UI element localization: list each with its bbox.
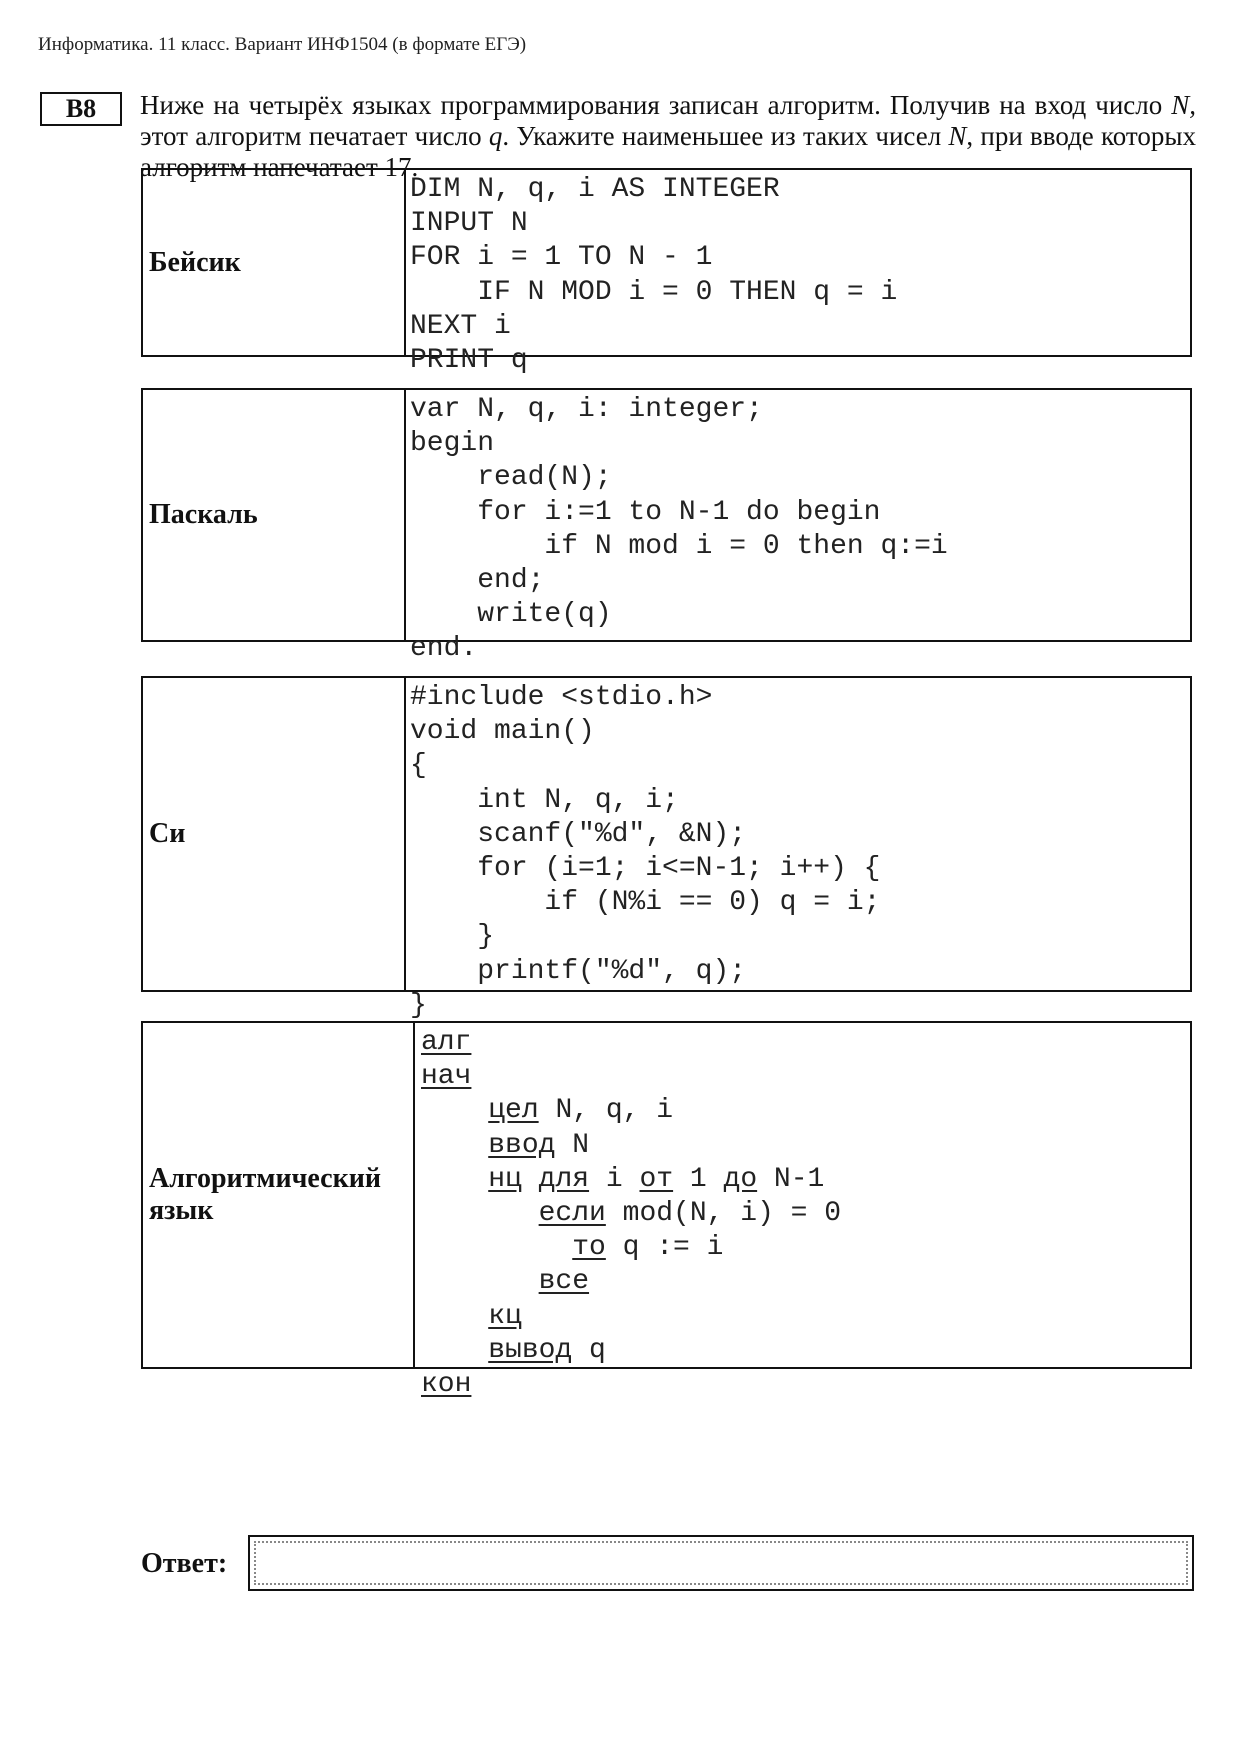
basic-code [406, 170, 1190, 377]
keyword: до [723, 1163, 758, 1195]
code-text: N, q, i [538, 1095, 674, 1127]
code-line: NEXT i [410, 310, 511, 342]
code-line: for (i=1; i<=N-1; i++) { [410, 853, 881, 885]
alg-table [141, 1021, 1192, 1401]
code-line: void main() [410, 716, 595, 748]
code-text: q := i [605, 1232, 724, 1264]
pascal-language-label: Паскаль [143, 390, 406, 640]
task-text-part: Ниже на четырёх языках программирования записан алгоритм. Получив на вход число [140, 90, 1172, 120]
code-line [421, 1197, 1190, 1231]
alg-code [415, 1023, 1190, 1401]
alg-label-line: Алгоритмический [149, 1163, 381, 1194]
code-line [421, 1231, 1190, 1265]
task-number: B8 [40, 92, 122, 126]
code-line [421, 1026, 1190, 1060]
keyword: от [639, 1163, 674, 1195]
keyword: если [538, 1198, 606, 1230]
task-text-part: , при вводе которых алгоритм напечатает 17. [140, 121, 1197, 182]
alg-label-line: язык [149, 1195, 214, 1226]
keyword: то [572, 1232, 606, 1264]
task-text-part: . Укажите наименьшее из таких чисел [502, 121, 949, 151]
code-line: printf("%d", q); [410, 955, 747, 987]
answer-label: Ответ: [141, 1548, 228, 1579]
code-line: if (N%i == 0) q = i; [410, 887, 881, 919]
answer-field-inner[interactable] [254, 1541, 1188, 1585]
keyword: ввод [488, 1129, 556, 1161]
keyword: для [538, 1163, 590, 1195]
keyword: нач [421, 1061, 472, 1093]
code-line: INPUT N [410, 208, 528, 240]
code-line [421, 1060, 1190, 1094]
code-line [421, 1163, 1190, 1197]
code-line [421, 1368, 1190, 1402]
code-line: end; [410, 565, 545, 597]
basic-language-label: Бейсик [143, 170, 406, 355]
keyword: нц [488, 1163, 522, 1195]
code-text: q [572, 1334, 606, 1366]
code-line: var N, q, i: integer; [410, 394, 763, 425]
code-text: N-1 [757, 1163, 825, 1195]
code-line: begin [410, 428, 495, 460]
keyword: кц [488, 1300, 522, 1332]
code-line: PRINT q [410, 345, 528, 377]
keyword: кон [421, 1369, 472, 1401]
code-line: read(N); [410, 462, 612, 494]
code-text: i [589, 1163, 640, 1195]
c-table [141, 676, 1192, 1021]
code-text: mod(N, i) = 0 [605, 1198, 842, 1230]
variable-q: q [488, 121, 503, 151]
task-text-part: этот алгоритм печатает число [140, 121, 489, 151]
c-code [406, 678, 1190, 1021]
code-line: DIM N, q, i AS INTEGER [410, 174, 780, 205]
pascal-code [406, 390, 1190, 665]
keyword: все [538, 1266, 590, 1298]
code-line: IF N MOD i = 0 THEN q = i [410, 276, 898, 308]
alg-language-label [143, 1023, 415, 1367]
code-line: if N mod i = 0 then q:=i [410, 530, 948, 562]
code-line: end. [410, 633, 478, 665]
code-text: N [555, 1129, 590, 1161]
pascal-table [141, 388, 1192, 665]
answer-field[interactable] [248, 1535, 1194, 1591]
code-line: for i:=1 to N-1 do begin [410, 496, 881, 528]
code-line [421, 1129, 1190, 1163]
code-line: } [410, 989, 427, 1021]
page-header: Информатика. 11 класс. Вариант ИНФ1504 (в формате ЕГЭ) [38, 34, 527, 55]
code-text: 1 [673, 1163, 724, 1195]
basic-table [141, 168, 1192, 377]
code-line: scanf("%d", &N); [410, 818, 747, 850]
code-line: #include <stdio.h> [410, 682, 713, 713]
code-line: { [410, 750, 427, 782]
c-language-label: Си [143, 678, 406, 990]
code-line [421, 1334, 1190, 1368]
code-line: } [410, 921, 495, 953]
keyword: цел [488, 1095, 539, 1127]
code-line: int N, q, i; [410, 784, 679, 816]
keyword: вывод [488, 1334, 573, 1366]
code-line: write(q) [410, 599, 612, 631]
code-line: FOR i = 1 TO N - 1 [410, 242, 713, 274]
code-line [421, 1265, 1190, 1299]
variable-n: N [948, 121, 967, 151]
variable-n: N, [1171, 90, 1196, 120]
code-line [421, 1300, 1190, 1334]
keyword: алг [421, 1027, 472, 1058]
code-line [421, 1094, 1190, 1128]
